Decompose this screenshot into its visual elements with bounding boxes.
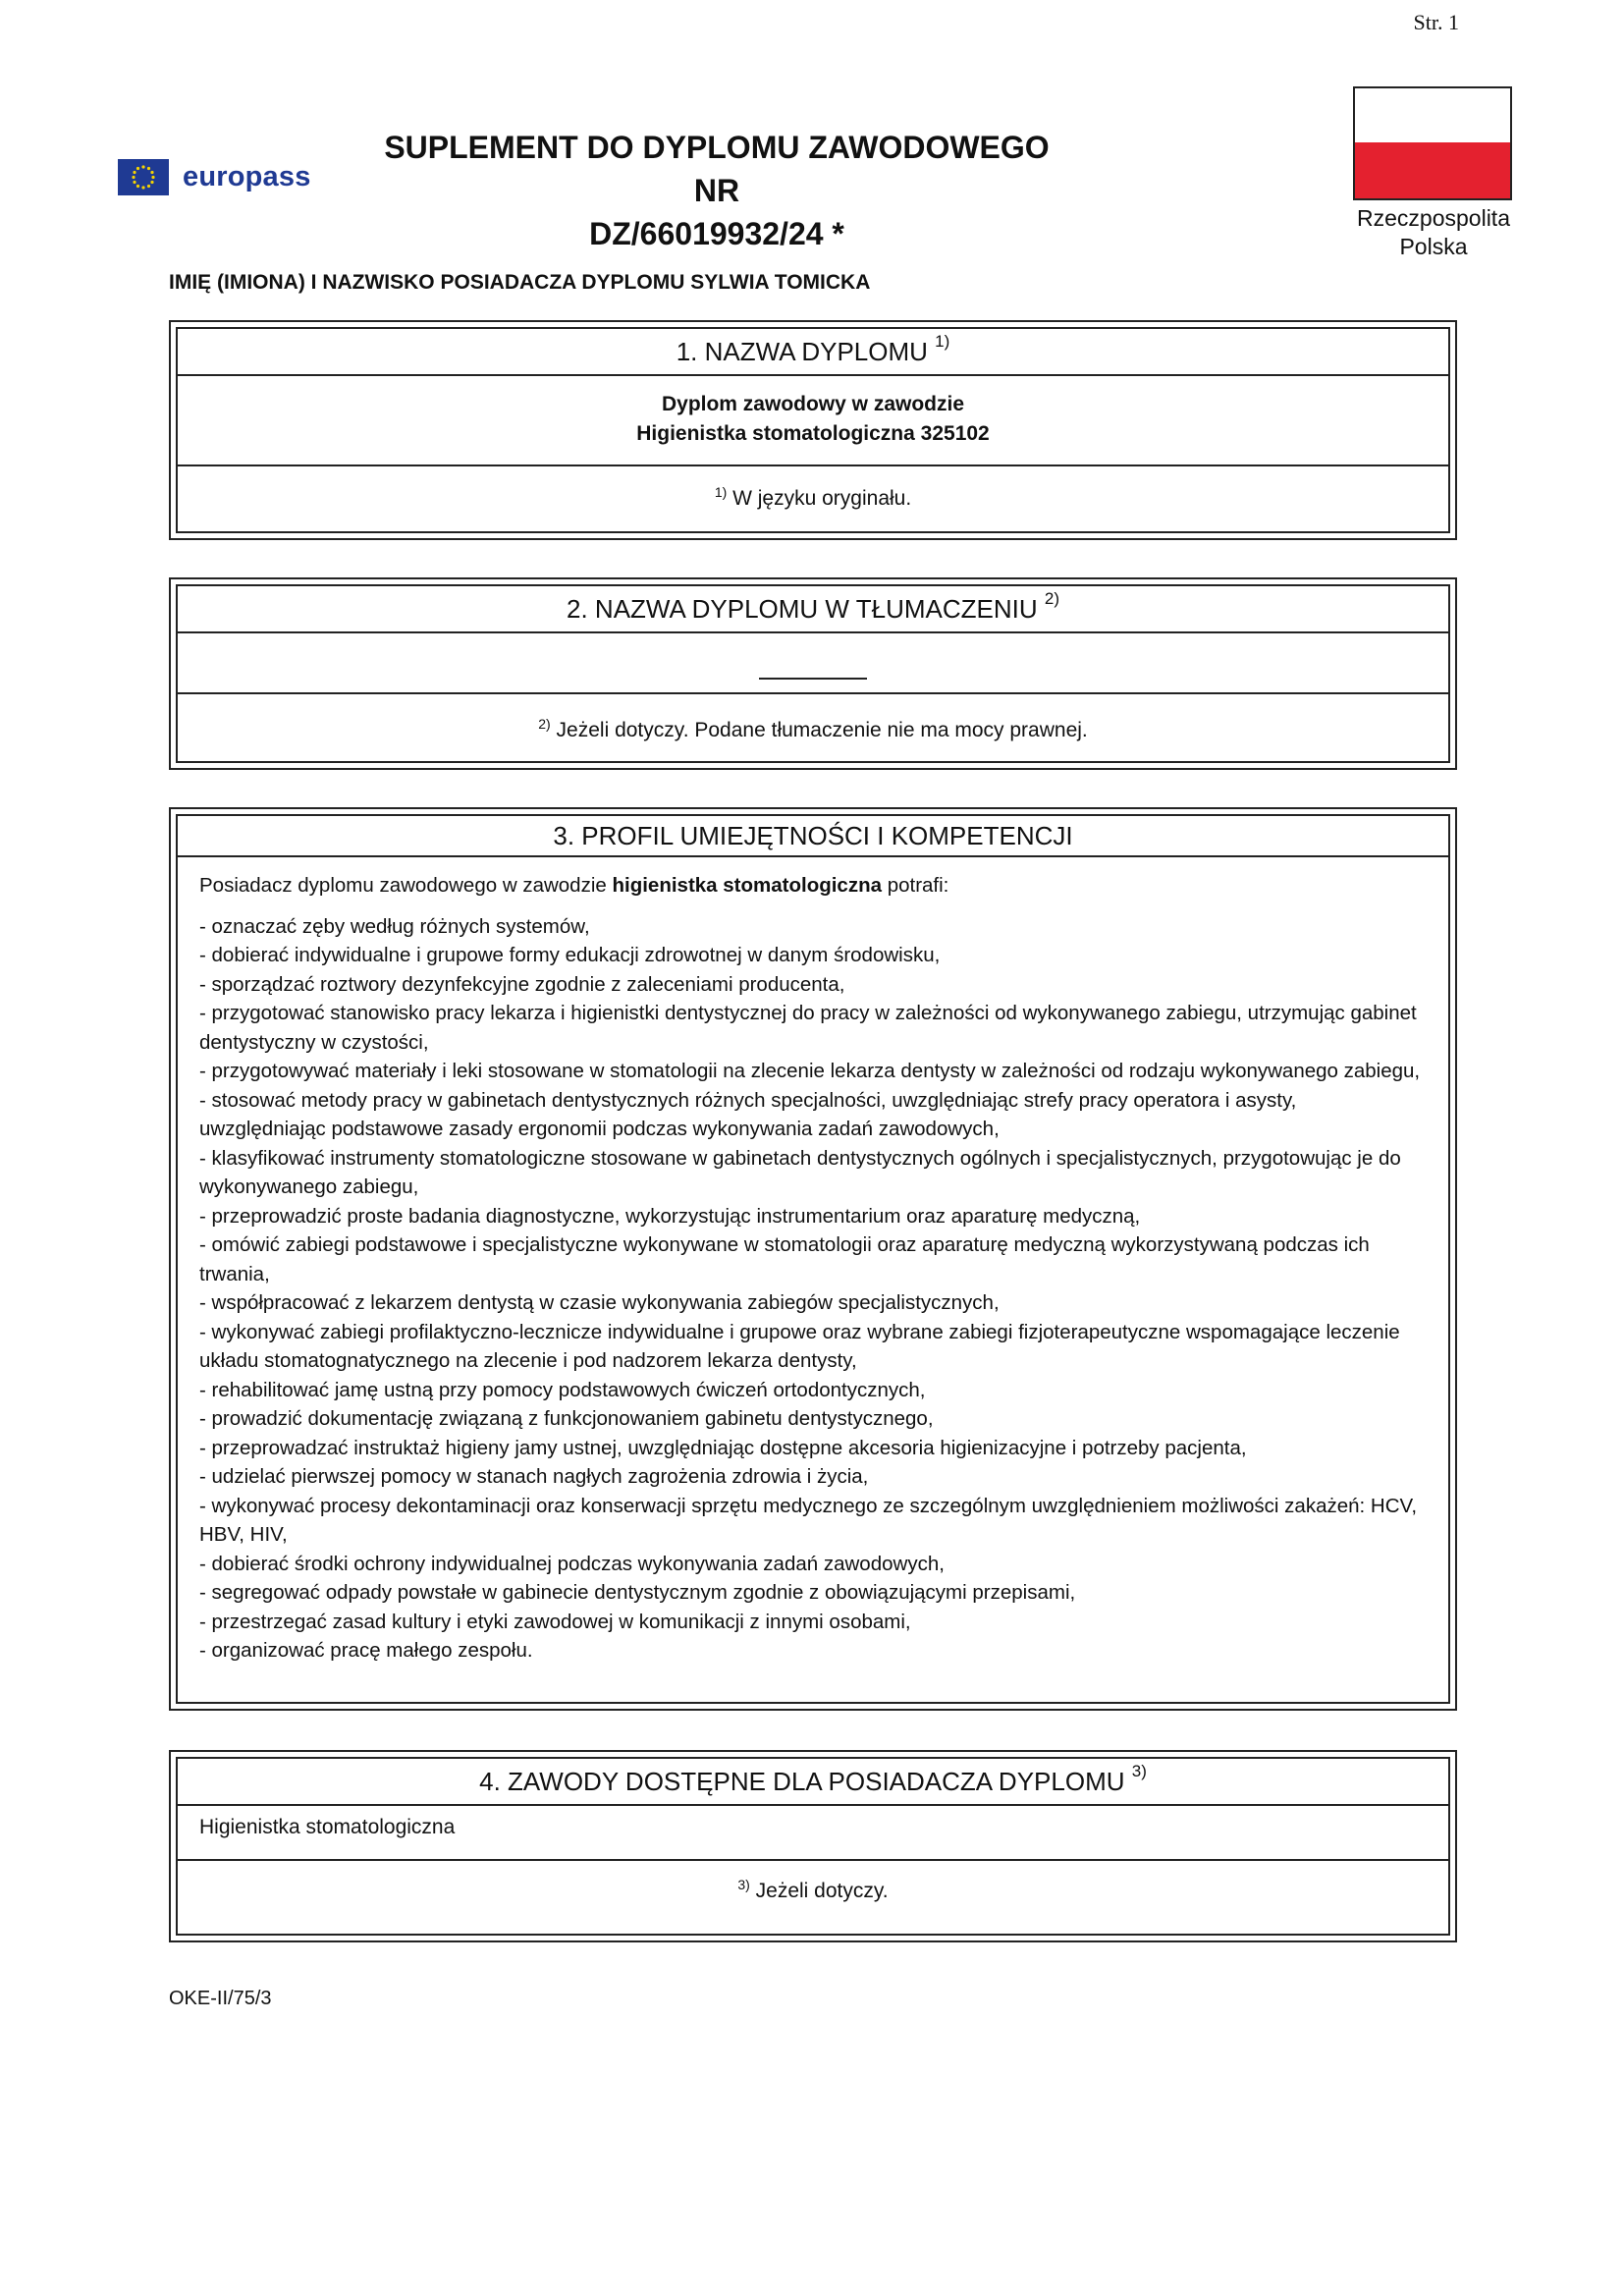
list-item: - przeprowadzić proste badania diagnostyczne, wykorzystując instrumentarium oraz aparaturę medyczną, — [199, 1204, 1141, 1228]
page-number: Str. 1 — [1413, 10, 1459, 34]
occupation: Higienistka stomatologiczna — [199, 1816, 456, 1838]
list-item: - klasyfikować instrumenty stomatologiczne stosowane w gabinetach dentystycznych ogólnych i specjalistycznych, przygotowując je do wykonywanego zabiegu, — [199, 1146, 1401, 1198]
list-item: - prowadzić dokumentację związaną z funkcjonowaniem gabinetu dentystycznego, — [199, 1407, 934, 1430]
country-line-1: Rzeczpospolita — [1357, 205, 1510, 231]
translation-empty — [178, 633, 1448, 692]
list-item: - rehabilitować jamę ustną przy pomocy podstawowych ćwiczeń ortodontycznych, — [199, 1378, 926, 1401]
competences — [178, 857, 1448, 1679]
list-item: - dobierać indywidualne i grupowe formy edukacji zdrowotnej w danym środowisku, — [199, 944, 941, 966]
section-3-title: 3. PROFIL UMIEJĘTNOŚCI I KOMPETENCJI — [178, 816, 1448, 857]
list-item: - omówić zabiegi podstawowe i specjalistyczne wykonywane w stomatologii oraz aparaturę medyczną wykorzystywaną podczas ich trwania, — [199, 1233, 1370, 1285]
polish-flag-icon — [1353, 86, 1512, 200]
list-item: - segregować odpady powstałe w gabinecie dentystycznym zgodnie z obowiązującymi przepisami, — [199, 1581, 1076, 1604]
holder-name-line: IMIĘ (IMIONA) I NAZWISKO POSIADACZA DYPLOMU SYLWIA TOMICKA — [169, 271, 871, 294]
section-1-footnote: $^{1)}$ W języku oryginału. — [714, 484, 912, 510]
list-item: - przestrzegać zasad kultury i etyki zawodowej w komunikacji z innymi osobami, — [199, 1610, 911, 1633]
section-3-box — [169, 807, 1457, 1711]
list-item: - udzielać pierwszej pomocy w stanach nagłych zagrożenia zdrowia i życia, — [199, 1465, 869, 1488]
list-item: - wykonywać zabiegi profilaktyczno-lecznicze indywidualne i grupowe oraz wybrane zabiegi fizjoterapeutyczne wspomagające leczenie układu stomatognatycznego na zlecenie i pod nadzorem lekarza dentysty, — [199, 1320, 1400, 1372]
diploma-name-line-2: Higienistka stomatologiczna 325102 — [636, 422, 990, 445]
section-4-title: 4. ZAWODY DOSTĘPNE DLA POSIADACZA DYPLOMU $^{3)}$ — [178, 1759, 1448, 1806]
list-item: - dobierać środki ochrony indywidualnej podczas wykonywania zadań zawodowych, — [199, 1552, 945, 1575]
list-item: - organizować pracę małego zespołu. — [199, 1639, 533, 1662]
list-item: - przygotowywać materiały i leki stosowane w stomatologii na zlecenie lekarza dentysty w zależności od rodzaju wykonywanego zabiegu, — [199, 1060, 1421, 1082]
title-line-1: SUPLEMENT DO DYPLOMU ZAWODOWEGO NR — [384, 130, 1050, 208]
list-item: - sporządzać roztwory dezynfekcyjne zgodnie z zaleceniami producenta, — [199, 972, 845, 996]
section-2-box — [169, 577, 1457, 770]
list-item: - przeprowadzać instruktaż higieny jamy ustnej, uwzględniając dostępne akcesoria higienizacyjne i potrzeby pacjenta, — [199, 1436, 1247, 1459]
europass-logo — [118, 159, 311, 195]
section-2-title: 2. NAZWA DYPLOMU W TŁUMACZENIU $^{2)}$ — [178, 586, 1448, 633]
section-2-footnote: $^{2)}$ Jeżeli dotyczy. Podane tłumaczenie nie ma mocy prawnej. — [538, 716, 1088, 741]
section-1-box — [169, 320, 1457, 540]
diploma-name — [178, 376, 1448, 464]
competences-intro: Posiadacz dyplomu zawodowego w zawodzie higienistka stomatologiczna potrafi: — [199, 874, 949, 897]
section-4-footnote: $^{3)}$ Jeżeli dotyczy. — [737, 1877, 889, 1902]
list-item: - stosować metody pracy w gabinetach dentystycznych różnych specjalności, uwzględniając strefy pracy operatora i asysty, uwzględniając podstawowe zasady ergonomii podczas wykonywania zadań zawodowych, — [199, 1088, 1297, 1140]
section-1-title: 1. NAZWA DYPLOMU $^{1)}$ — [178, 329, 1448, 376]
competences-list — [199, 912, 1427, 1666]
list-item: - wykonywać procesy dekontaminacji oraz konserwacji sprzętu medycznego ze szczególnym uwzględnieniem możliwości zakażeń: HCV, HBV, HIV, — [199, 1494, 1418, 1546]
eu-flag-icon — [118, 159, 169, 195]
country-line-2: Polska — [1399, 234, 1468, 259]
list-item: - oznaczać zęby według różnych systemów, — [199, 914, 590, 938]
section-4-box — [169, 1750, 1457, 1942]
country-name — [1335, 204, 1532, 261]
list-item: - przygotować stanowisko pracy lekarza i higienistki dentystycznej do pracy w zależności od wykonywanego zabiegu, utrzymując gabinet dentystyczny w czystości, — [199, 1002, 1417, 1054]
document-title — [373, 126, 1060, 255]
empty-dash — [759, 678, 867, 680]
diploma-name-line-1: Dyplom zawodowy w zawodzie — [661, 393, 965, 415]
title-line-2: DZ/66019932/24 * — [589, 216, 844, 251]
europass-logo-text: europass — [183, 161, 311, 192]
list-item: - współpracować z lekarzem dentystą w czasie wykonywania zabiegów specjalistycznych, — [199, 1291, 1000, 1314]
document-code: OKE-II/75/3 — [169, 1988, 272, 2009]
